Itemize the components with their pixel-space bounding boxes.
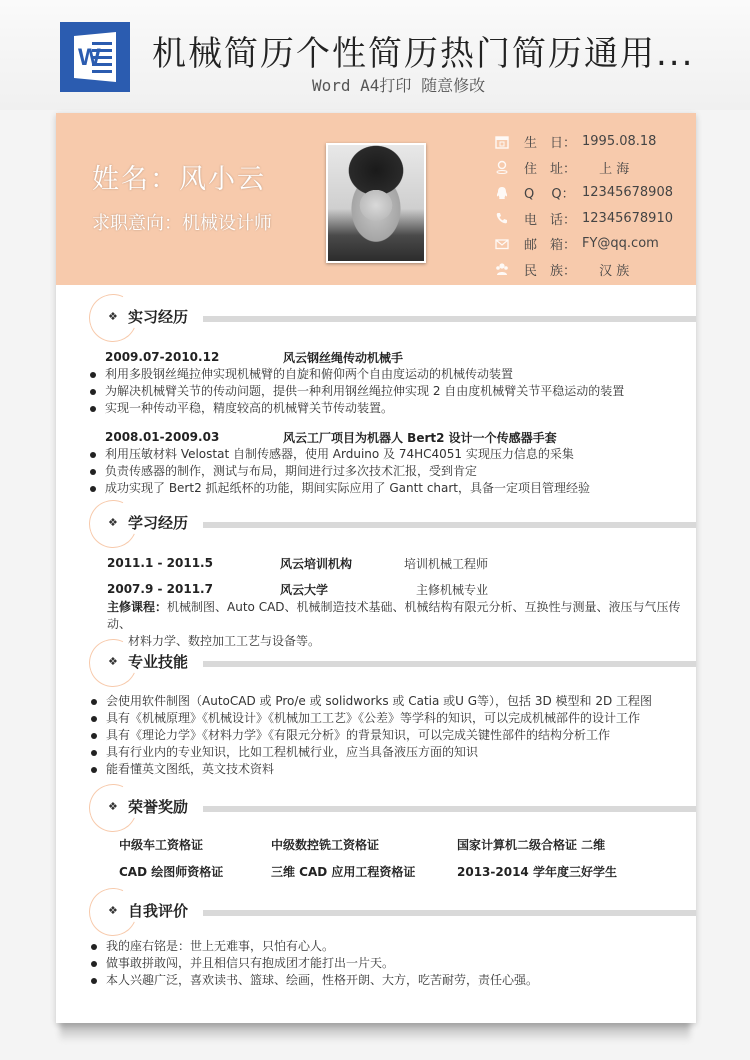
diamond-bullet-icon: ❖ [108,800,118,813]
award-item: CAD 绘图师资格证 [119,865,224,879]
info-ethnicity: 民 族： 汉 族 [494,257,694,283]
list-item: 具有《机械原理》《机械设计》《机械加工工艺》《公差》等学科的知识，可以完成机械部件的设计工作 [63,710,696,727]
courses: 主修课程：机械制图、Auto CAD、机械制造技术基础、机械结构有限元分析、互换性与测量、液压与气压传动、 [107,600,681,631]
section-divider [203,522,696,528]
diamond-bullet-icon: ❖ [108,904,118,917]
section-header [56,504,696,544]
info-email: 邮 箱： FY@qq.com [494,231,694,257]
qq-icon [494,185,510,201]
info-phone: 电 话： 12345678910 [494,206,694,232]
info-address: 住 址： 上 海 [494,155,694,181]
section-title: 荣誉奖励 [128,798,189,816]
preview-banner [0,0,750,110]
list-item: 利用压敏材料 Velostat 自制传感器，使用 Arduino 及 74HC4051 实现压力信息的采集 [62,446,696,463]
list-item: 我的座右铭是：世上无难事，只怕有心人。 [63,938,696,955]
calendar-icon [494,134,510,150]
list-item: 成功实现了 Bert2 抓起纸杯的功能，期间实际应用了 Gantt chart，具备一定项目管理经验 [62,480,696,497]
awards-grid [56,836,696,880]
section-self-evaluation [56,892,696,989]
list-item: 实现一种传动平稳，精度较高的机械臂关节传动装置。 [62,400,696,417]
diamond-bullet-icon: ❖ [108,310,118,323]
contact-info [494,129,694,282]
list-item: 负责传感器的制作，测试与布局，期间进行过多次技术汇报，受到肯定 [62,463,696,480]
award-item: 三维 CAD 应用工程资格证 [271,865,416,879]
section-divider [203,661,696,667]
award-item: 国家计算机二级合格证 二维 [457,838,606,852]
phone-icon [494,210,510,226]
document-title: 机械简历个性简历热门简历通用... [152,34,695,74]
candidate-name: 姓名：风小云 [92,164,266,195]
section-header [56,788,696,828]
resume-page [56,113,696,1023]
mail-icon [494,236,510,252]
job-intent: 求职意向：机械设计师 [92,213,272,234]
award-item: 中级车工资格证 [119,838,204,852]
education-entry: 2011.1 - 2011.5 风云培训机构 培训机械工程师 [107,556,489,571]
section-education [56,504,696,650]
section-internship [56,298,696,497]
list-item: 会使用软件制图（AutoCAD 或 Pro/e 或 solidworks 或 Catia 或U G等），包括 3D 模型和 2D 工程图 [63,693,696,710]
section-header [56,643,696,683]
location-icon [494,159,510,175]
entry-header: 2008.01-2009.03 风云工厂项目为机器人 Bert2 设计一个传感器手套 [105,430,557,445]
section-header [56,298,696,338]
diamond-bullet-icon: ❖ [108,516,118,529]
entry-header: 2009.07-2010.12 风云钢丝绳传动机械手 [105,350,404,365]
section-title: 自我评价 [128,902,189,920]
list-item: 具有行业内的专业知识，比如工程机械行业，应当具备液压方面的知识 [63,744,696,761]
section-skills [56,643,696,778]
word-icon: W [60,22,130,92]
courses-label: 主修课程： [107,600,168,614]
award-item: 2013-2014 学年度三好学生 [457,865,617,879]
portrait-photo [326,143,426,263]
list-item: 具有《理论力学》《材料力学》《有限元分析》的背景知识，可以完成关键性部件的结构分析工作 [63,727,696,744]
info-qq: Q Q： 12345678908 [494,180,694,206]
diamond-bullet-icon: ❖ [108,655,118,668]
people-icon [494,261,510,277]
list-item: 做事敢拼敢闯，并且相信只有抱成团才能打出一片天。 [63,955,696,972]
courses-continued: 材料力学、数控加工工艺与设备等。 [128,634,321,648]
list-item: 本人兴趣广泛，喜欢读书、篮球、绘画，性格开朗、大方，吃苦耐劳，责任心强。 [63,972,696,989]
section-divider [203,910,696,916]
section-title: 学习经历 [128,514,189,532]
list-item: 利用多股钢丝绳拉伸实现机械臂的自旋和俯仰两个自由度运动的机械传动装置 [62,366,696,383]
section-title: 实习经历 [128,308,189,326]
education-entry: 2007.9 - 2011.7 风云大学 主修机械专业 [107,582,489,597]
document-subtitle: Word A4打印 随意修改 [312,76,486,95]
list-item: 为解决机械臂关节的传动问题，提供一种利用钢丝绳拉伸实现 2 自由度机械臂关节平稳运动的装置 [62,383,696,400]
section-header [56,892,696,932]
page-shadow [60,1020,690,1042]
info-birthday: 生 日： 1995.08.18 [494,129,694,155]
section-divider [203,316,696,322]
list-item: 能看懂英文图纸，英文技术资料 [63,761,696,778]
resume-header [56,113,696,285]
section-divider [203,806,696,812]
section-title: 专业技能 [128,653,189,671]
award-item: 中级数控铣工资格证 [271,838,380,852]
section-awards [56,788,696,880]
